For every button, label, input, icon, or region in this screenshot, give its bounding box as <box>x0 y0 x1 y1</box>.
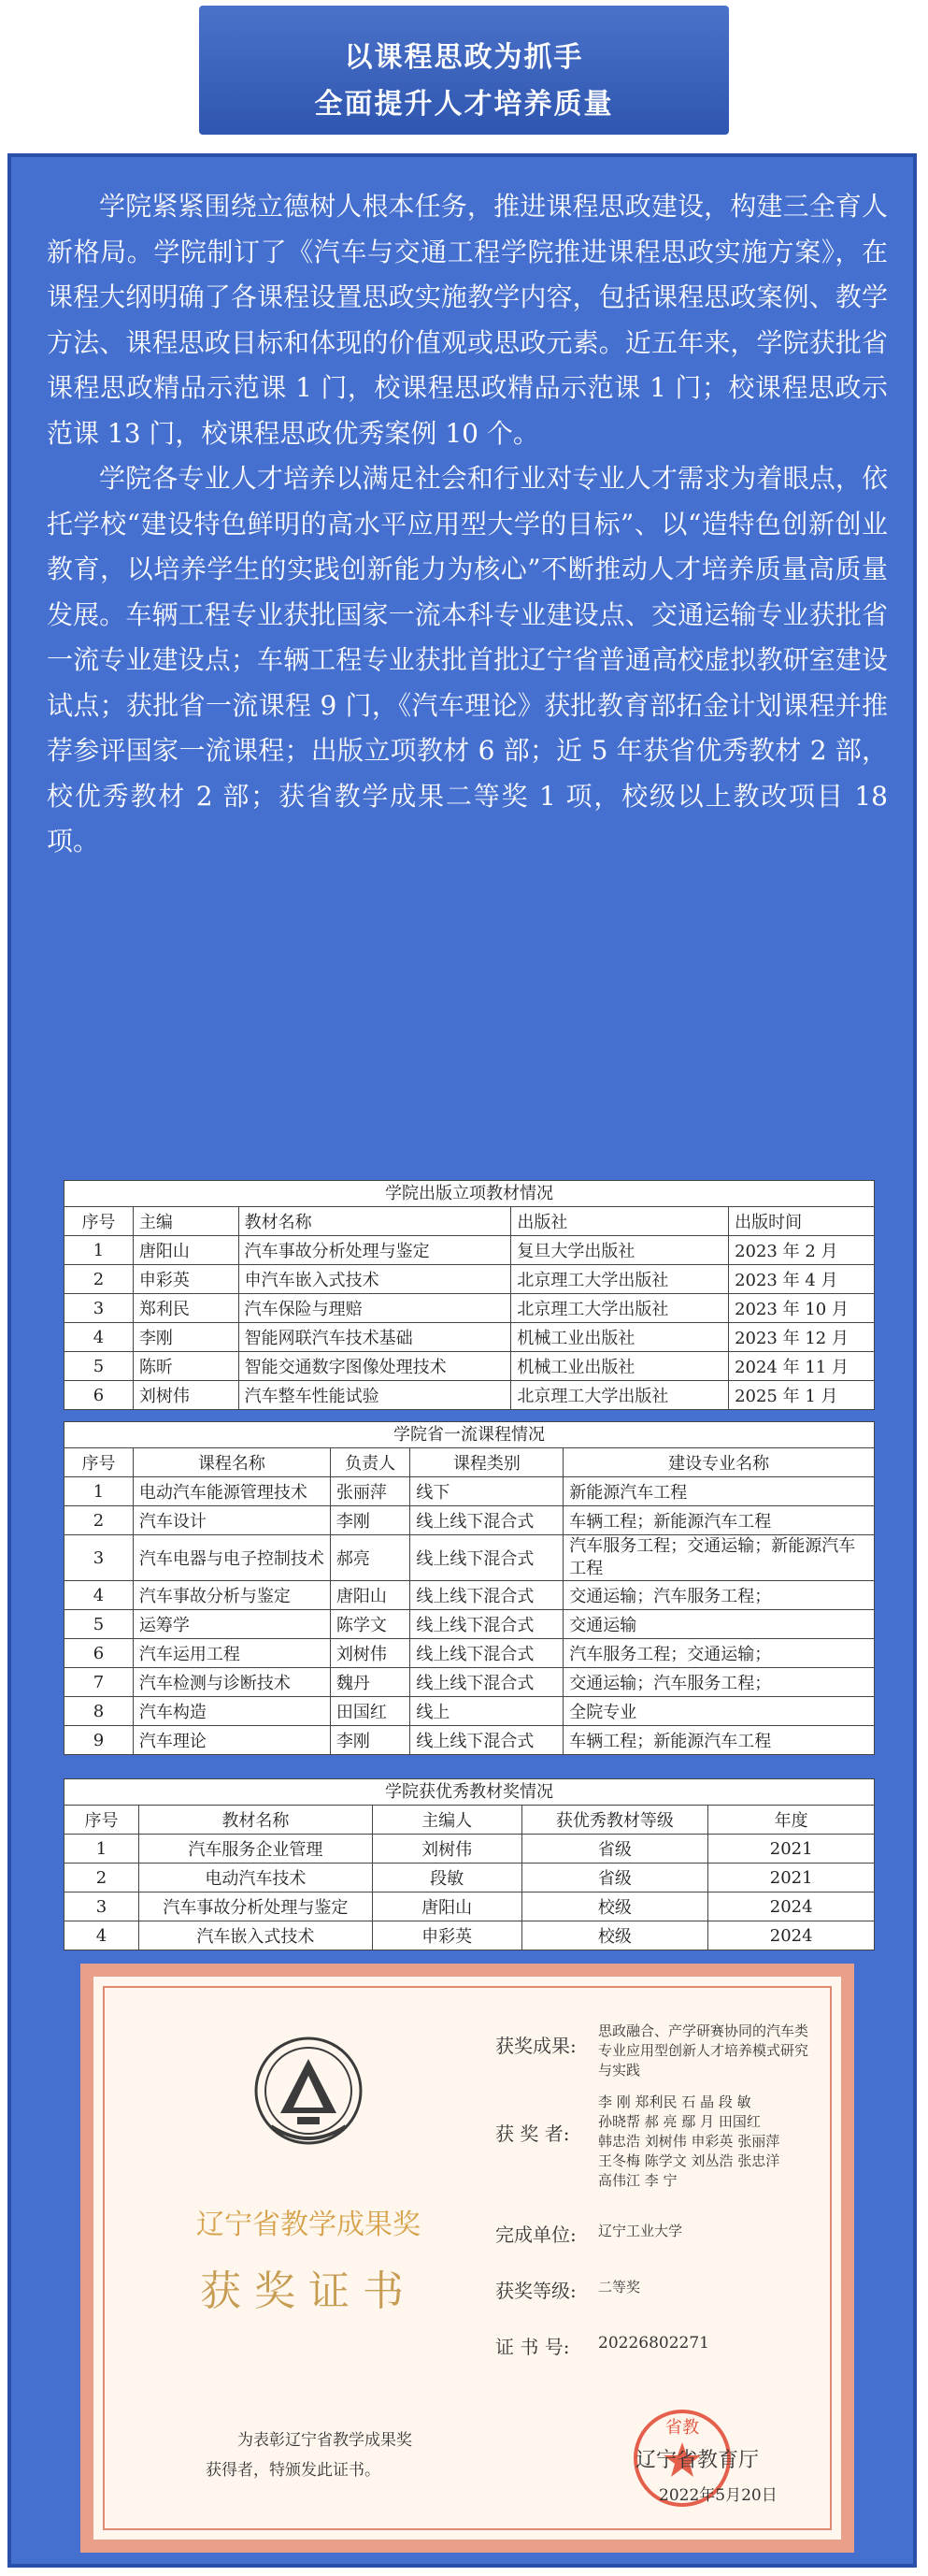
table-row <box>64 1506 875 1535</box>
table-row <box>64 1381 875 1410</box>
achievement-value: 思政融合、产学研赛协同的汽车类专业应用型创新人才培养模式研究与实践 <box>598 2022 809 2079</box>
table-cell: 李刚 <box>330 1506 409 1535</box>
title-banner <box>199 6 729 135</box>
textbook-table <box>64 1180 875 1410</box>
header-cell: 序号 <box>64 1448 134 1477</box>
table-cell: 李刚 <box>330 1726 409 1755</box>
table-cell: 省级 <box>521 1835 708 1864</box>
table-cell: 汽车整车性能试验 <box>238 1381 511 1410</box>
table-cell: 7 <box>64 1668 134 1697</box>
table-cell: 机械工业出版社 <box>511 1323 729 1352</box>
header-cell: 课程名称 <box>133 1448 330 1477</box>
banner-line-2: 全面提升人才培养质量 <box>314 88 614 121</box>
winners-label: 获 奖 者: <box>495 2123 570 2145</box>
table-cell: 1 <box>64 1236 134 1265</box>
table-row <box>64 1535 875 1581</box>
table-row <box>64 1581 875 1610</box>
header-cell: 教材名称 <box>238 1207 511 1236</box>
table-cell: 唐阳山 <box>133 1236 238 1265</box>
table-cell: 运筹学 <box>133 1610 330 1639</box>
table-cell: 魏丹 <box>330 1668 409 1697</box>
header-cell: 主编 <box>133 1207 238 1236</box>
table-cell: 校级 <box>521 1921 708 1950</box>
table-cell: 汽车嵌入式技术 <box>138 1921 372 1950</box>
table-cell: 汽车检测与诊断技术 <box>133 1668 330 1697</box>
table-cell: 5 <box>64 1352 134 1381</box>
table-row <box>64 1323 875 1352</box>
header-cell: 主编人 <box>372 1806 521 1835</box>
certificate-footer <box>206 2425 486 2485</box>
table-cell: 刘树伟 <box>372 1835 521 1864</box>
banner-line-1: 以课程思政为抓手 <box>344 41 584 74</box>
table-cell: 2025 年 1 月 <box>729 1381 875 1410</box>
header-cell: 教材名称 <box>138 1806 372 1835</box>
table-cell: 电动汽车技术 <box>138 1864 372 1892</box>
table-cell: 3 <box>64 1535 134 1581</box>
table-cell: 线上线下混合式 <box>410 1668 564 1697</box>
table-row <box>64 1697 875 1726</box>
table-cell: 车辆工程；新能源汽车工程 <box>564 1506 875 1535</box>
table-cell: 线上 <box>410 1697 564 1726</box>
table-cell: 6 <box>64 1381 134 1410</box>
table-cell: 2023 年 12 月 <box>729 1323 875 1352</box>
table-cell: 张丽萍 <box>330 1477 409 1506</box>
table-cell: 段敏 <box>372 1864 521 1892</box>
table-cell: 2023 年 2 月 <box>729 1236 875 1265</box>
table-cell: 电动汽车能源管理技术 <box>133 1477 330 1506</box>
table-cell: 陈学文 <box>330 1610 409 1639</box>
table-cell: 线上线下混合式 <box>410 1726 564 1755</box>
table-cell: 汽车构造 <box>133 1697 330 1726</box>
table-cell: 交通运输 <box>564 1610 875 1639</box>
table-cell: 汽车服务企业管理 <box>138 1835 372 1864</box>
table-cell: 5 <box>64 1610 134 1639</box>
footer-line-1: 为表彰辽宁省教学成果奖 <box>237 2431 412 2450</box>
table-cell: 校级 <box>521 1892 708 1921</box>
table-cell: 线上线下混合式 <box>410 1506 564 1535</box>
intro-text <box>47 184 888 865</box>
table-cell: 2023 年 10 月 <box>729 1294 875 1323</box>
table-header-row <box>64 1207 875 1236</box>
number-label: 证 书 号: <box>495 2336 570 2358</box>
table-header-row <box>64 1448 875 1477</box>
table-row <box>64 1726 875 1755</box>
table-cell: 线下 <box>410 1477 564 1506</box>
table-row <box>64 1835 875 1864</box>
seal-text: 省教 <box>665 2418 699 2438</box>
table-cell: 智能网联汽车技术基础 <box>238 1323 511 1352</box>
table-cell: 2023 年 4 月 <box>729 1265 875 1294</box>
table-row <box>64 1477 875 1506</box>
table-cell: 线上线下混合式 <box>410 1581 564 1610</box>
winners-line: 高伟江 李 宁 <box>598 2172 678 2189</box>
header-cell: 序号 <box>64 1806 139 1835</box>
table-cell: 新能源汽车工程 <box>564 1477 875 1506</box>
provincial-course-table <box>64 1421 875 1755</box>
issue-date: 2022年5月20日 <box>659 2486 778 2505</box>
table-cell: 北京理工大学出版社 <box>511 1294 729 1323</box>
table-cell: 4 <box>64 1921 139 1950</box>
table-cell: 4 <box>64 1323 134 1352</box>
level-value: 二等奖 <box>598 2279 641 2295</box>
table-cell: 唐阳山 <box>372 1892 521 1921</box>
table-cell: 2 <box>64 1506 134 1535</box>
table-cell: 线上线下混合式 <box>410 1639 564 1668</box>
table-row <box>64 1352 875 1381</box>
table-cell: 线上线下混合式 <box>410 1535 564 1581</box>
intro-paragraph-1: 学院紧紧围绕立德树人根本任务，推进课程思政建设，构建三全育人新格局。学院制订了《汽车与交通工程学院推进课程思政实施方案》，在课程大纲明确了各课程设置思政实施教学内容，包括课程思政案例、教学方法、课程思政目标和体现的价值观或思政元素。近五年来，学院获批省课程思政精品示范课 1 门，校课程思政精品示范课 1 门；校课程思政示范课 13 门，校课程思政优秀案例 10 个。 <box>47 191 888 449</box>
winners-list <box>598 2093 822 2191</box>
table-row <box>64 1668 875 1697</box>
award-textbook-table <box>64 1778 875 1950</box>
table-row <box>64 1610 875 1639</box>
table-cell: 田国红 <box>330 1697 409 1726</box>
award-certificate <box>80 1964 854 2553</box>
table-cell: 北京理工大学出版社 <box>511 1265 729 1294</box>
table-cell: 线上线下混合式 <box>410 1610 564 1639</box>
table-cell: 机械工业出版社 <box>511 1352 729 1381</box>
certificate-subtitle: 获奖证书 <box>200 2267 417 2315</box>
issuer-name: 辽宁省教育厅 <box>635 2449 760 2472</box>
number-value: 20226802271 <box>598 2334 709 2353</box>
table-cell: 全院专业 <box>564 1697 875 1726</box>
table-cell: 汽车事故分析与鉴定 <box>133 1581 330 1610</box>
table-cell: 1 <box>64 1477 134 1506</box>
textbook-table-title: 学院出版立项教材情况 <box>64 1180 875 1206</box>
table-row <box>64 1265 875 1294</box>
table-cell: 3 <box>64 1892 139 1921</box>
table-cell: 北京理工大学出版社 <box>511 1381 729 1410</box>
table-cell: 2021 <box>708 1864 875 1892</box>
table-cell: 郝亮 <box>330 1535 409 1581</box>
table-cell: 6 <box>64 1639 134 1668</box>
table-cell: 汽车运用工程 <box>133 1639 330 1668</box>
table-cell: 交通运输；汽车服务工程； <box>564 1581 875 1610</box>
table-cell: 汽车设计 <box>133 1506 330 1535</box>
table-cell: 智能交通数字图像处理技术 <box>238 1352 511 1381</box>
header-cell: 出版社 <box>511 1207 729 1236</box>
intro-paragraph-2: 学院各专业人才培养以满足社会和行业对专业人才需求为着眼点，依托学校“建设特色鲜明的高水平应用型大学的目标”、以“造特色创新创业教育，以培养学生的实践创新能力为核心”不断推动人才培养质量高质量发展。车辆工程专业获批国家一流本科专业建设点、交通运输专业获批省一流专业建设点；车辆工程专业获批首批辽宁省普通高校虚拟教研室建设试点；获批省一流课程 9 门，《汽车理论》获批教育部拓金计划课程并推荐参评国家一流课程；出版立项教材 6 部；近 5 年获省优秀教材 2 部，校优秀教材 2 部；获省教学成果二等奖 1 项，校级以上教改项目 18 项。 <box>47 463 888 856</box>
unit-label: 完成单位: <box>495 2223 577 2246</box>
header-cell: 建设专业名称 <box>564 1448 875 1477</box>
table-row <box>64 1236 875 1265</box>
table-cell: 2024 <box>708 1921 875 1950</box>
table-cell: 2 <box>64 1265 134 1294</box>
table-cell: 刘树伟 <box>330 1639 409 1668</box>
table-cell: 汽车电器与电子控制技术 <box>133 1535 330 1581</box>
table-cell: 汽车保险与理赔 <box>238 1294 511 1323</box>
award-table-title: 学院获优秀教材奖情况 <box>64 1778 875 1805</box>
table-cell: 申汽车嵌入式技术 <box>238 1265 511 1294</box>
winners-line: 王冬梅 陈学文 刘丛浩 张忠洋 <box>598 2152 780 2169</box>
table-cell: 汽车服务工程；交通运输； <box>564 1639 875 1668</box>
table-cell: 复旦大学出版社 <box>511 1236 729 1265</box>
achievement-label: 获奖成果: <box>495 2035 577 2057</box>
table-row <box>64 1639 875 1668</box>
table-cell: 4 <box>64 1581 134 1610</box>
level-label: 获奖等级: <box>495 2280 577 2302</box>
table-cell: 1 <box>64 1835 139 1864</box>
table-cell: 2 <box>64 1864 139 1892</box>
header-cell: 获优秀教材等级 <box>521 1806 708 1835</box>
header-cell: 课程类别 <box>410 1448 564 1477</box>
table-cell: 2024 年 11 月 <box>729 1352 875 1381</box>
header-cell: 负责人 <box>330 1448 409 1477</box>
table-row <box>64 1921 875 1950</box>
table-cell: 汽车事故分析处理与鉴定 <box>138 1892 372 1921</box>
table-cell: 2024 <box>708 1892 875 1921</box>
table-row <box>64 1892 875 1921</box>
table-cell: 汽车事故分析处理与鉴定 <box>238 1236 511 1265</box>
table-cell: 2021 <box>708 1835 875 1864</box>
emblem-icon <box>243 2033 374 2154</box>
winners-line: 李 刚 郑利民 石 晶 段 敏 <box>598 2094 751 2110</box>
table-cell: 3 <box>64 1294 134 1323</box>
table-cell: 交通运输；汽车服务工程； <box>564 1668 875 1697</box>
header-cell: 序号 <box>64 1207 134 1236</box>
table-cell: 8 <box>64 1697 134 1726</box>
certificate-title: 辽宁省教学成果奖 <box>196 2209 421 2241</box>
table-cell: 李刚 <box>133 1323 238 1352</box>
header-cell: 年度 <box>708 1806 875 1835</box>
unit-value: 辽宁工业大学 <box>598 2223 683 2239</box>
table-cell: 唐阳山 <box>330 1581 409 1610</box>
table-cell: 郑利民 <box>133 1294 238 1323</box>
footer-line-2: 获得者，特颁发此证书。 <box>206 2461 380 2480</box>
table-cell: 陈昕 <box>133 1352 238 1381</box>
table-cell: 9 <box>64 1726 134 1755</box>
table-cell: 车辆工程；新能源汽车工程 <box>564 1726 875 1755</box>
table-cell: 申彩英 <box>372 1921 521 1950</box>
table-cell: 汽车理论 <box>133 1726 330 1755</box>
table-row <box>64 1294 875 1323</box>
table-cell: 刘树伟 <box>133 1381 238 1410</box>
winners-line: 韩忠浩 刘树伟 申彩英 张丽萍 <box>598 2133 780 2150</box>
table-header-row <box>64 1806 875 1835</box>
table-cell: 汽车服务工程；交通运输；新能源汽车工程 <box>564 1535 875 1581</box>
table-row <box>64 1864 875 1892</box>
header-cell: 出版时间 <box>729 1207 875 1236</box>
table-cell: 申彩英 <box>133 1265 238 1294</box>
table-cell: 省级 <box>521 1864 708 1892</box>
course-table-title: 学院省一流课程情况 <box>64 1421 875 1447</box>
winners-line: 孙晓帮 郝 亮 鄢 月 田国红 <box>598 2113 761 2130</box>
